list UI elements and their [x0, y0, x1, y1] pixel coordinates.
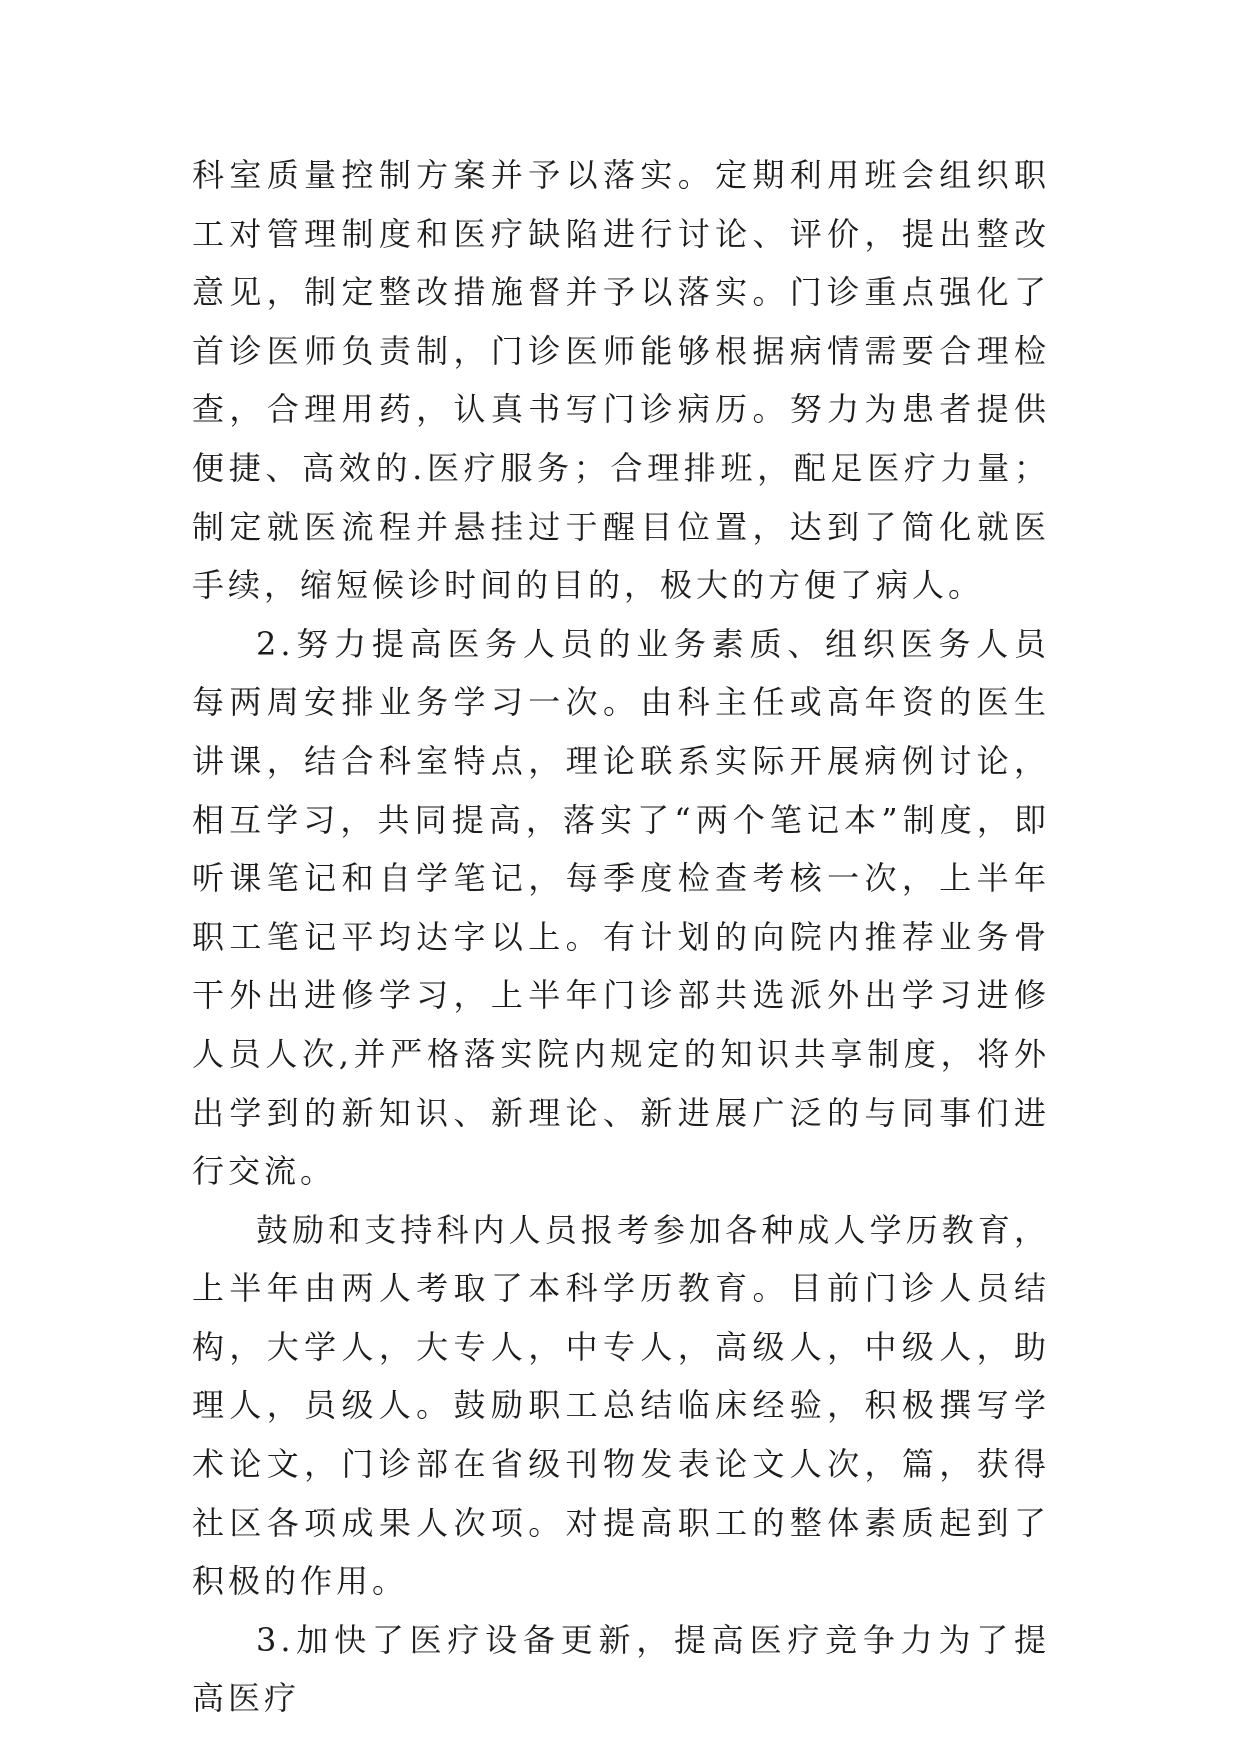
paragraph-item-3: 3.加快了医疗设备更新，提高医疗竞争力为了提高医疗 [192, 1620, 1050, 1718]
paragraph-continuation: 科室质量控制方案并予以落实。定期利用班会组织职工对管理制度和医疗缺陷进行讨论、评价，提出整改意见，制定整改措施督并予以落实。门诊重点强化了首诊医师负责制，门诊医师能够根据病情需要合理检查，合理用药，认真书写门诊病历。努力为患者提供便捷、高效的.医疗服务；合理排班，配足医疗力量；制定就医流程并悬挂过于醒目位置，达到了简化就医手续，缩短候诊时间的目的，极大的方便了病人。 [192, 156, 1050, 605]
paragraph-education: 鼓励和支持科内人员报考参加各种成人学历教育，上半年由两人考取了本科学历教育。目前门诊人员结构，大学人，大专人，中专人，高级人，中级人，助理人，员级人。鼓励职工总结临床经验，积极撰写学术论文，门诊部在省级刊物发表论文人次，篇，获得社区各项成果人次项。对提高职工的整体素质起到了积极的作用。 [192, 1210, 1050, 1601]
document-body [192, 146, 1050, 1728]
paragraph-item-2: 2.努力提高医务人员的业务素质、组织医务人员每两周安排业务学习一次。由科主任或高年资的医生讲课，结合科室特点，理论联系实际开展病例讨论，相互学习，共同提高，落实了“两个笔记本”制度，即听课笔记和自学笔记，每季度检查考核一次，上半年职工笔记平均达字以上。有计划的向院内推荐业务骨干外出进修学习，上半年门诊部共选派外出学习进修人员人次,并严格落实院内规定的知识共享制度，将外出学到的新知识、新理论、新进展广泛的与同事们进行交流。 [192, 624, 1050, 1191]
